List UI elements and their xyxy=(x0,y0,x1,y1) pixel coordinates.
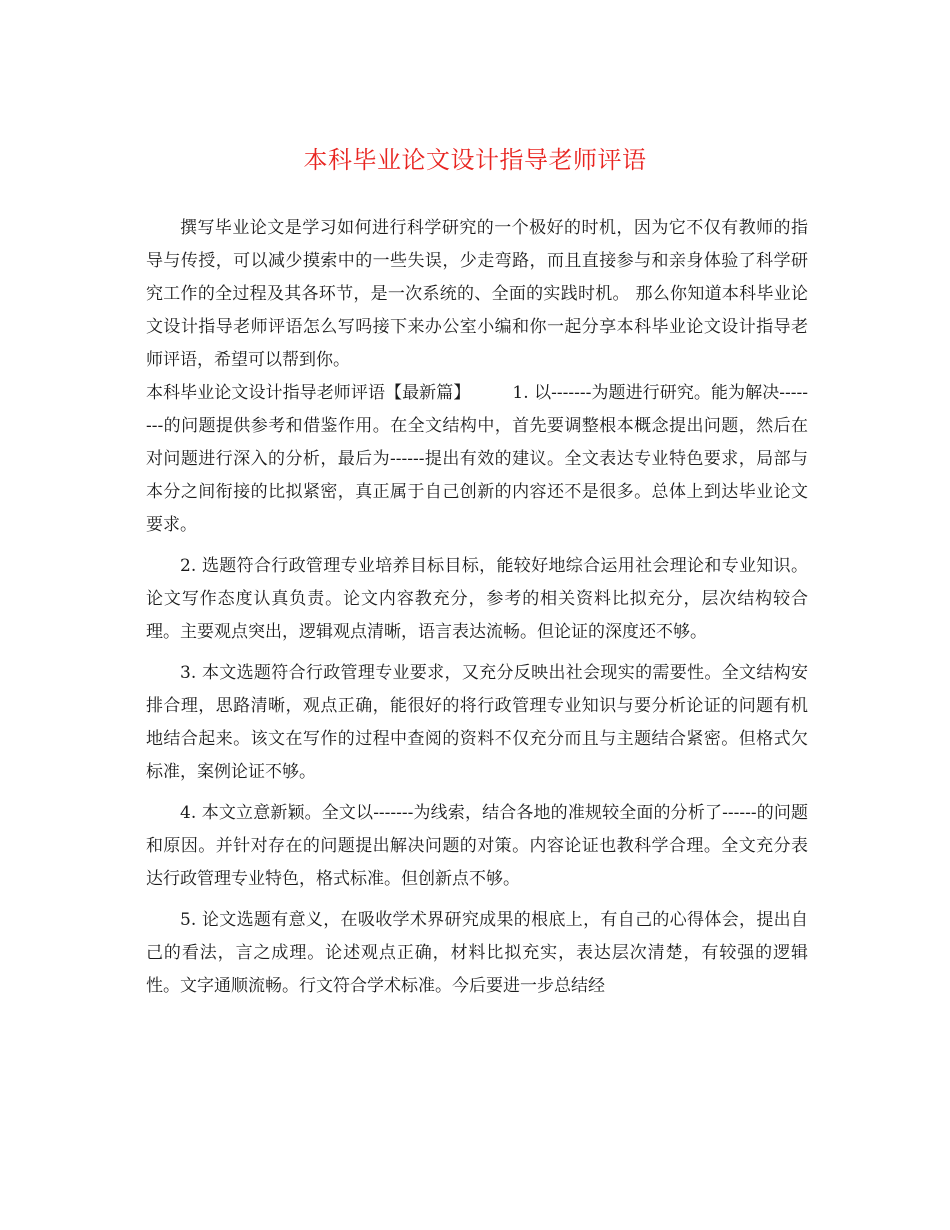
section-paragraph xyxy=(146,377,808,542)
review-item-5: 5. 论文选题有意义，在吸收学术界研究成果的根底上，有自己的心得体会，提出自己的看法，言之成理。论述观点正确，材料比拟充实，表达层次清楚，有较强的逻辑性。文字通顺流畅。行文符合学术标准。今后要进一步总结经 xyxy=(146,910,808,996)
section-heading: 本科毕业论文设计指导老师评语【最新篇】 xyxy=(146,383,471,403)
review-item-4: 4. 本文立意新颖。全文以-------为线索，结合各地的准规较全面的分析了------的问题和原因。并针对存在的问题提出解决问题的对策。内容论证也教科学合理。全文充分表达行政管理专业特色，格式标准。但创新点不够。 xyxy=(146,803,808,889)
intro-paragraph: 撰写毕业论文是学习如何进行科学研究的一个极好的时机，因为它不仅有教师的指导与传授，可以减少摸索中的一些失误，少走弯路，而且直接参与和亲身体验了科学研究工作的全过程及其各环节，是一次系统的、全面的实践时机。 那么你知道本科毕业论文设计指导老师评语怎么写吗接下来办公室小编和你一起分享本科毕业论文设计指导老师评语，希望可以帮到你。 xyxy=(146,218,808,370)
review-item-2: 2. 选题符合行政管理专业培养目标目标，能较好地综合运用社会理论和专业知识。论文写作态度认真负责。论文内容教充分，参考的相关资料比拟充分，层次结构较合理。主要观点突出，逻辑观点清晰，语言表达流畅。但论证的深度还不够。 xyxy=(146,556,808,642)
review-item-1: 1. 以-------为题进行研究。能为解决--------的问题提供参考和借鉴作用。在全文结构中，首先要调整根本概念提出问题，然后在对问题进行深入的分析，最后为------提出有效的建议。全文表达专业特色要求，局部与本分之间衔接的比拟紧密，真正属于自己创新的内容还不是很多。总体上到达毕业论文要求。 xyxy=(146,383,808,535)
document-body xyxy=(146,212,808,1003)
page-title: 本科毕业论文设计指导老师评语 xyxy=(303,146,647,174)
review-item-3: 3. 本文选题符合行政管理专业要求，又充分反映出社会现实的需要性。全文结构安排合理，思路清晰，观点正确，能很好的将行政管理专业知识与要分析论证的问题有机地结合起来。该文在写作的过程中查阅的资料不仅充分而且与主题结合紧密。但格式欠标准，案例论证不够。 xyxy=(146,663,808,782)
